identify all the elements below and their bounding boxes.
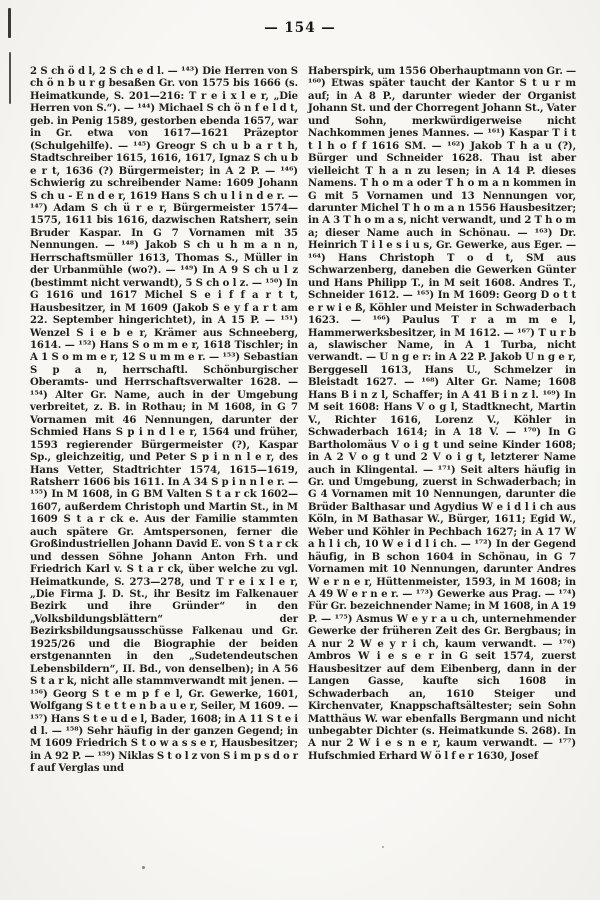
left-column-text: 2 S ch ö d l, 2 S ch e d l. — ¹⁴³) Die Herren von S ch ö n b u r g besaßen Gr. von 1575 bis 1666 (s. Heimatkunde, S. 201—216: T r e i x l e r, „Die Herren von S.“). — ¹⁴⁴) Michael S ch ö n f e l d t, geb. in Penig 1589, gestorben ebenda 1657, war in Gr. etwa von 1617—1621 Präzeptor (Schulgehilfe). — ¹⁴⁵) Greogr S ch u b a r t h, Stadtschreiber 1615, 1616, 1617, Ignaz S ch u b e r t, 1636 (?) Bürgermeister; in A 2 P. — ¹⁴⁶) Schwierig zu schreibender Name: 1609 Johann S ch u - E n d e r, 1619 Hans S ch u l i n d e r. — ¹⁴⁷) Adam S ch ü r e r, Bürgermeister 1574—1575, 1611 bis 1616, dazwischen Ratsherr, sein Bruder Kaspar. In G 7 Vornamen mit 35 Nennungen. — ¹⁴⁸) Jakob S ch u h m a n n, Herrschaftsmüller 1613, Thomas S., Müller in der Urbanmühle (wo?). — ¹⁴⁹) In A 9 S ch u l z (bestimmt nicht verwandt), 5 S ch o l z. — ¹⁵⁰) In G 1616 und 1617 Michel S e i f f a r t t, Hausbesitzer, in M 1609 (Jakob S e y f a r t am 22. September hingerichtet), in A 15 P. — ¹⁵¹) Wenzel S i e b e r, Krämer aus Schneeberg, 1614. — ¹⁵²) Hans S o m m e r, 1618 Tischler; in A 1 S o m m e r, 12 S u m m e r. — ¹⁵³) Sebastian S p a n, herrschaftl. Schönburgischer Oberamts- und Herrschaftsverwalter 1628. — ¹⁵⁴) Alter Gr. Name, auch in der Umgebung verbreitet, z. B. in Rothau; in M 1608, in G 7 Vornamen mit 46 Nennungen, darunter der Schmied Hans S p i n d l e r, 1564 und früher, 1593 regierender Bürgermeister (?), Kaspar Sp., gleichzeitig, und Peter S p i n n l e r, des Hans Vetter, Stadtrichter 1574, 1615—1619, Ratsherr 1606 bis 1611. In A 34 S p i n n l e r. — ¹⁵⁵) In M 1608, in G BM Valten S t a r ck 1602—1607, außerdem Christoph und Martin St., in M 1609 S t a r ck e. Aus der Familie stammten auch spätere Gr. Amtspersonen, ferner die Großindustriellen Johann David E. von S t a r ck und dessen Söhne Johann Anton Frh. und Friedrich Karl v. S t a r ck, über welche zu vgl. Heimatkunde, S. 273—278, und T r e i x l e r, „Die Firma J. D. St., ihr Besitz im Falkenauer Bezirk und ihre Gründer“ in den „Volksbildungsblättern“ der Bezirksbildungsausschüsse Falkenau und Gr. 1925/26 und die Biographie der beiden erstgenannten in den „Sudetendeutschen Lebensbildern“, II. Bd., von denselben); in A 56 S t a r k, nicht alle stammverwandt mit jenen. — ¹⁵⁶) Georg S t e m p f e l, Gr. Gewerke, 1601, Wolfgang S t e t t e n b a u e r, Seiler, M 1609. — ¹⁵⁷) Hans S t e u d e l, Bader, 1608; in A 11 S t e i d l. — ¹⁵⁸) Sehr häufig in der ganzen Gegend; in M 1609 Friedrich S t o w a s s e r, Hausbesitzer; in A 92 P. — ¹⁵⁹) Niklas S t o l z von S i m p s d o r f auf Verglas und	[30, 66, 298, 775]
scan-edge-artifact	[9, 52, 11, 104]
scan-speck-artifact	[142, 866, 145, 869]
text-columns	[30, 66, 576, 776]
right-column-text: Haberspirk, um 1556 Oberhauptmann von Gr. — ¹⁶⁰) Etwas später taucht der Kantor S t u r m auf; in A 8 P., darunter wieder der Organist Johann St. und der Chorregent Johann St., Vater und Sohn, merkwürdigerweise nicht Nachkommen jenes Mannes. — ¹⁶¹) Kaspar T i t t l h o f f 1616 SM. — ¹⁶²) Jakob T h a u (?), Bürger und Schneider 1628. Thau ist aber vielleicht T h a n zu lesen; in A 14 P. dieses Namens. T h o m a oder T h o m a n kommen in G mit 5 Vornamen und 13 Nennungen vor, darunter Michel T h o m a n 1556 Hausbesitzer; in A 3 T h o m a s, nicht verwandt, und 2 T h o m a; dieser Name auch in Schönau. — ¹⁶³) Dr. Heinrich T i l e s i u s, Gr. Gewerke, aus Eger. — ¹⁶⁴) Hans Christoph T o d t, SM aus Schwarzenberg, daneben die Gewerken Günter und Hans Philipp T., in M seit 1608. Andres T., Schneider 1612. — ¹⁶⁵) In M 1609: Georg D o t t e r w i e ß, Köhler und Meister in Schwaderbach 1623. — ¹⁶⁶) Paulus T r a m m e l, Hammerwerksbesitzer, in M 1612. — ¹⁶⁷) T u r b a, slawischer Name, in A 1 Turba, nicht verwandt. — U n g e r: in A 22 P. Jakob U n g e r, Berggesell 1613, Hans U., Schmelzer in Bleistadt 1627. — ¹⁶⁸) Alter Gr. Name; 1608 Hans B i n z l, Schaffer; in A 41 B i n z l. ¹⁶⁹) In M seit 1608: Hans V o g l, Stadtknecht, Martin V., Richter 1616, Lorenz V., Köhler in Schwaderbach 1614; in A 18 V. — ¹⁷⁰) In G Bartholomäus V o i g t und seine Kinder 1608; in A 2 V o g t und 2 V o i g t, letzterer Name auch in Klingental. — ¹⁷¹) Seit alters häufig in Gr. und Umgebung, zuerst in Schwaderbach; in G 4 Vornamen mit 10 Nennungen, darunter die Brüder Balthasar und Agydius W e i d l i ch aus Köln, in M Bathasar W., Bürger, 1611; Egid W., Weber und Köhler in Pechbach 1627; in A 17 W a h l i ch, 10 W e i d l i ch. — ¹⁷²) In der Gegend häufig, in B schon 1604 in Schönau, in G 7 Vornamen mit 10 Nennungen, darunter Andres W e r n e r, Hüttenmeister, 1593, in M 1608; in A 49 W e r n e r. — ¹⁷³) Gewerke aus Prag. — ¹⁷⁴) Für Gr. bezeichnender Name; in M 1608, in A 19 P. — ¹⁷⁵) Asmus W e y r a u ch, unternehmender Gewerke der früheren Zeit des Gr. Bergbaus; in A nur 2 W e y r i ch, kaum verwandt. — ¹⁷⁶) Ambros W i e s e r in G seit 1574, zuerst Hausbesitzer auf dem Eibenberg, dann in der Langen Gasse, kaufte sich 1608 in Schwaderbach an, 1610 Steiger und Kirchenvater, Knappschaftsältester; sein Sohn Matthäus W. war ebenfalls Bergmann und nicht unbegabter Dichter (s. Heimatkunde S. 268). In A nur 2 W i e s n e r, kaum verwandt. — ¹⁷⁷) Hufschmied Erhard W ö l f e r 1630, Josef	[308, 66, 576, 762]
scan-speck-artifact	[382, 846, 384, 848]
page-number: — 154 —	[264, 20, 336, 36]
